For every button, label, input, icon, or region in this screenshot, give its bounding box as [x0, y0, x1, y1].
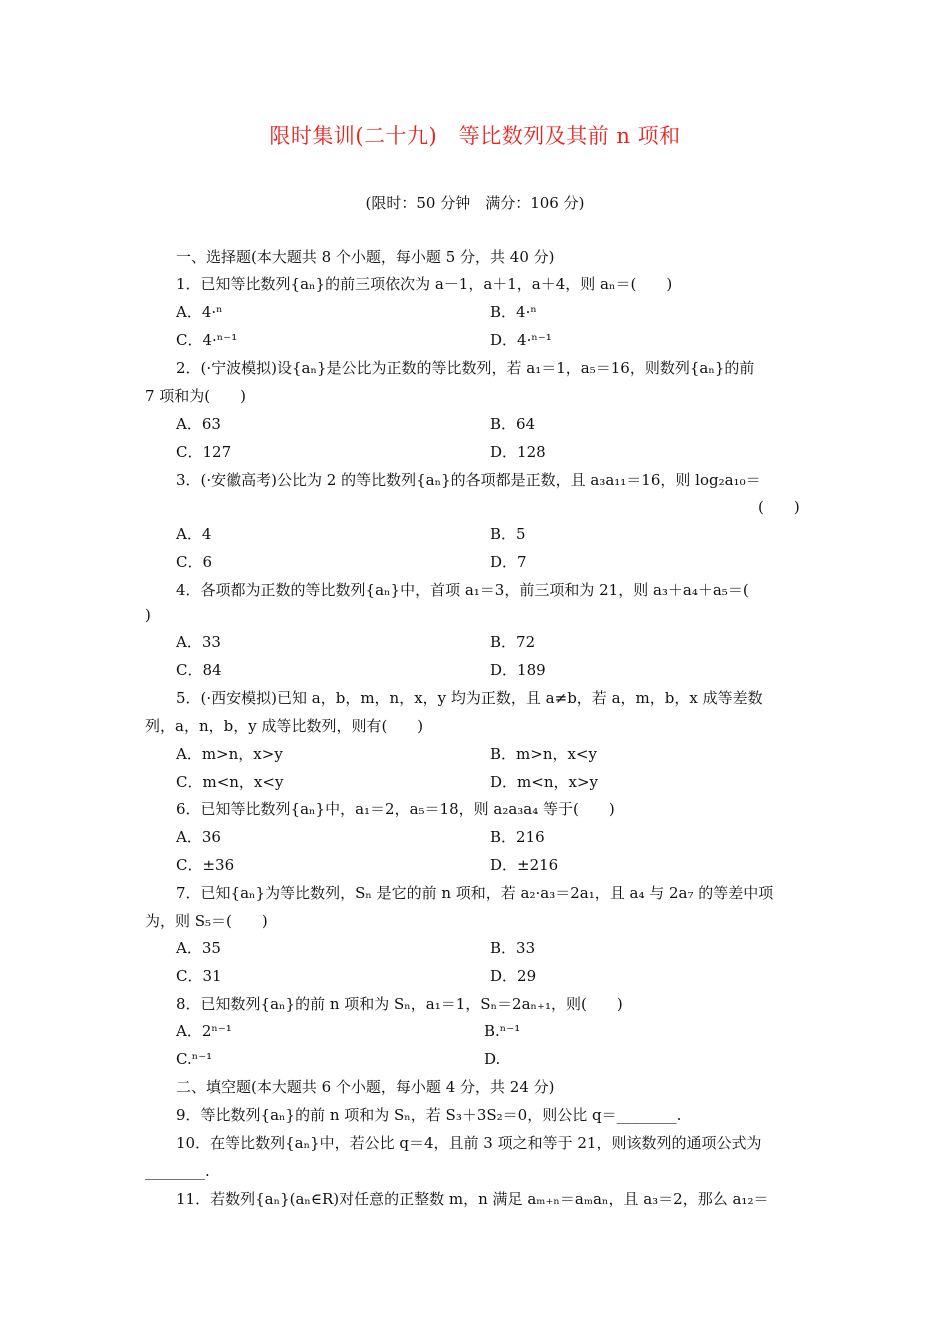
question-2-line-1: 2．(·宁波模拟)设{aₙ}是公比为正数的等比数列，若 a₁＝1，a₅＝16，则数列{aₙ}的前: [176, 359, 755, 377]
option-5b: B．m>n，x<y: [490, 745, 597, 763]
question-2-line-2: 7 项和为( ): [145, 387, 247, 405]
question-10-line-2: ________.: [145, 1162, 210, 1180]
option-3c: C．6: [176, 553, 213, 571]
question-10-line-1: 10．在等比数列{aₙ}中，若公比 q＝4，且前 3 项之和等于 21，则该数列的通项公式为: [176, 1134, 762, 1152]
option-7c: C．31: [176, 967, 222, 985]
option-5c: C．m<n，x<y: [176, 773, 284, 791]
section-heading-choice: 一、选择题(本大题共 8 个小题，每小题 5 分，共 40 分): [176, 248, 555, 266]
option-4c: C．84: [176, 661, 222, 679]
option-6b: B．216: [490, 828, 545, 846]
page-subtitle: (限时：50 分钟 满分：106 分): [365, 194, 585, 212]
question-7-line-1: 7．已知{aₙ}为等比数列，Sₙ 是它的前 n 项和，若 a₂·a₃＝2a₁，且 a₄ 与 2a₇ 的等差中项: [176, 884, 774, 902]
option-5a: A．m>n，x>y: [176, 745, 283, 763]
question-9: 9．等比数列{aₙ}的前 n 项和为 Sₙ，若 S₃＋3S₂＝0，则公比 q＝________.: [176, 1106, 682, 1124]
option-4a: A．33: [176, 633, 221, 651]
page-title: 限时集训(二十九) 等比数列及其前 n 项和: [269, 124, 681, 148]
option-7b: B．33: [490, 939, 536, 957]
question-8: 8．已知数列{aₙ}的前 n 项和为 Sₙ，a₁＝1，Sₙ＝2aₙ₊₁，则( ): [176, 995, 623, 1013]
option-3b: B．5: [490, 525, 526, 543]
option-1c: C．4·ⁿ⁻¹: [176, 331, 238, 349]
option-8d: D.: [484, 1050, 501, 1068]
question-5-line-2: 列，a，n，b，y 成等比数列，则有( ): [145, 717, 424, 735]
option-6d: D．±216: [490, 856, 559, 874]
option-2c: C．127: [176, 443, 232, 461]
question-4-line-1: 4．各项都为正数的等比数列{aₙ}中，首项 a₁＝3，前三项和为 21，则 a₃＋a₄＋a₅＝(: [176, 581, 749, 599]
option-8b: B.ⁿ⁻¹: [484, 1022, 521, 1040]
option-2b: B．64: [490, 415, 536, 433]
option-2d: D．128: [490, 443, 546, 461]
option-1a: A．4·ⁿ: [176, 303, 223, 321]
question-5-line-1: 5．(·西安模拟)已知 a，b，m，n，x，y 均为正数，且 a≠b，若 a，m，b，x 成等差数: [176, 689, 763, 707]
option-8c: C.ⁿ⁻¹: [176, 1050, 213, 1068]
option-1b: B．4·ⁿ: [490, 303, 537, 321]
option-3a: A．4: [176, 525, 212, 543]
option-3d: D．7: [490, 553, 527, 571]
question-3-line-1: 3．(·安徽高考)公比为 2 的等比数列{aₙ}的各项都是正数，且 a₃a₁₁＝16，则 log₂a₁₀＝: [176, 471, 761, 489]
option-4b: B．72: [490, 633, 536, 651]
option-4d: D．189: [490, 661, 546, 679]
option-6a: A．36: [176, 828, 221, 846]
option-8a: A．2ⁿ⁻¹: [176, 1022, 232, 1040]
question-6: 6．已知等比数列{aₙ}中，a₁＝2，a₅＝18，则 a₂a₃a₄ 等于( ): [176, 800, 615, 818]
option-2a: A．63: [176, 415, 221, 433]
question-1: 1．已知等比数列{aₙ}的前三项依次为 a－1，a＋1，a＋4，则 aₙ＝( ): [176, 275, 673, 293]
option-7d: D．29: [490, 967, 537, 985]
question-7-line-2: 为，则 S₅＝( ): [145, 912, 268, 930]
question-3-line-2: ( ): [758, 498, 800, 516]
section-heading-fill: 二、填空题(本大题共 6 个小题，每小题 4 分，共 24 分): [176, 1078, 555, 1096]
option-1d: D．4·ⁿ⁻¹: [490, 331, 552, 349]
question-4-line-2: ): [145, 606, 151, 624]
option-5d: D．m<n，x>y: [490, 773, 598, 791]
option-6c: C．±36: [176, 856, 235, 874]
question-11: 11．若数列{aₙ}(aₙ∈R)对任意的正整数 m，n 满足 aₘ₊ₙ＝aₘaₙ，且 a₃＝2，那么 a₁₂＝: [176, 1190, 769, 1208]
option-7a: A．35: [176, 939, 221, 957]
